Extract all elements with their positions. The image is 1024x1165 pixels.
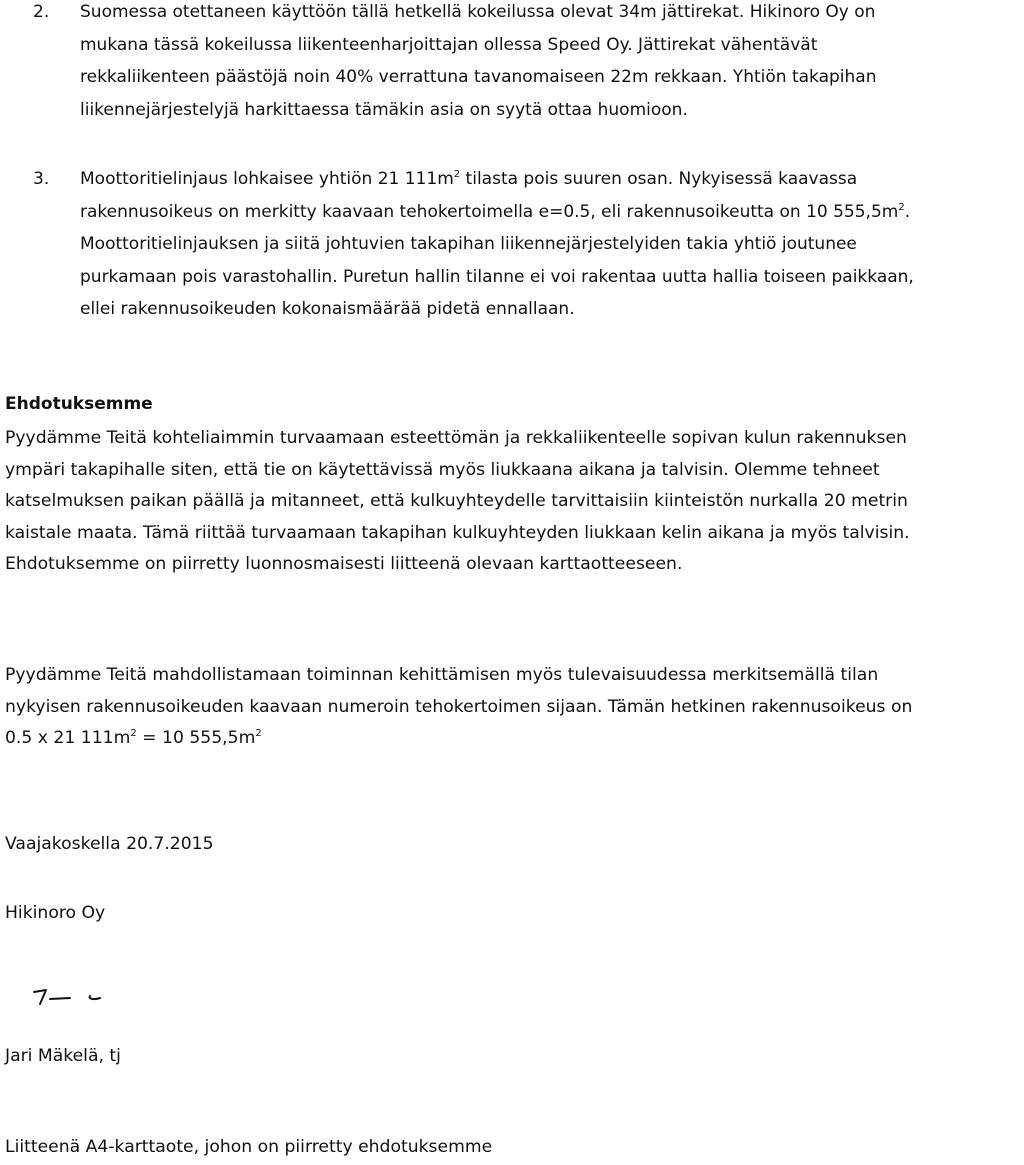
formula-line [5, 723, 1024, 755]
list-text [80, 163, 1020, 326]
text-line: ellei rakennusoikeuden kokonaismäärää pidetä ennallaan. [80, 299, 575, 319]
text-segment: tilasta pois suuren osan. Nykyisessä kaavassa [460, 169, 858, 189]
section-heading: Ehdotuksemme [5, 394, 153, 414]
text-segment: Moottoritielinjaus lohkaisee yhtiön 21 111m [80, 169, 454, 189]
list-number: 2. [33, 2, 50, 22]
text-line: Pyydämme Teitä mahdollistamaan toiminnan kehittämisen myös tulevaisuudessa merkitsemällä tilan [5, 665, 879, 685]
text-line: rekkaliikenteen päästöjä noin 40% verrattuna tavanomaiseen 22m rekkaan. Yhtiön takapihan [80, 67, 877, 87]
superscript: 2 [130, 728, 137, 739]
text-line: Moottoritielinjauksen ja siitä johtuvien takapihan liikennejärjestelyiden takia yhtiö joutunee [80, 234, 857, 254]
text-segment: rakennusoikeus on merkitty kaavaan tehokertoimella e=0.5, eli rakennusoikeutta on 10 555,5m [80, 201, 899, 222]
company-name: Hikinoro Oy [5, 903, 106, 923]
proposal-paragraph [5, 423, 1024, 581]
handwritten-signature [30, 980, 170, 1020]
text-line: Pyydämme Teitä kohteliaimmin turvaamaan esteettömän ja rekkaliikenteelle sopivan kulun rakennuksen [5, 428, 907, 448]
superscript: 2 [255, 728, 262, 739]
text-line: kaistale maata. Tämä riittää turvaamaan takapihan kulkuyhteyden liukkaan kelin aikana ja myös talvisin. [5, 522, 910, 543]
text-segment: = 10 555,5m [136, 728, 256, 748]
text-line [80, 196, 1020, 229]
text-segment: 0.5 x 21 111m [5, 728, 131, 748]
signer-name: Jari Mäkelä, tj [5, 1046, 121, 1066]
text-line: Ehdotuksemme on piirretty luonnosmaisesti liitteenä olevaan karttaotteeseen. [5, 554, 683, 574]
list-text [80, 0, 1020, 126]
text-line: mukana tässä kokeilussa liikenteenharjoittajan ollessa Speed Oy. Jättirekat vähentävät [80, 34, 818, 55]
text-line: purkamaan pois varastohallin. Puretun hallin tilanne ei voi rakentaa uutta hallia toiseen paikkaan, [80, 266, 914, 287]
development-paragraph [5, 660, 1024, 755]
superscript: 2 [898, 201, 905, 213]
text-line: Suomessa otettaneen käyttöön tällä hetkellä kokeilussa olevat 34m jättirekat. Hikinoro Oy on [80, 2, 876, 22]
list-number: 3. [33, 169, 50, 189]
attachment-note: Liitteenä A4-karttaote, johon on piirretty ehdotuksemme [5, 1137, 493, 1157]
superscript: 2 [453, 169, 461, 180]
text-line: ympäri takapihalle siten, että tie on käytettävissä myös liukkaana aikana ja talvisin. Olemme tehneet [5, 459, 880, 480]
place-date: Vaajakoskella 20.7.2015 [5, 834, 214, 854]
text-line [80, 163, 1020, 196]
text-line: nykyisen rakennusoikeuden kaavaan numeroin tehokertoimen sijaan. Tämän hetkinen rakennusoikeus on [5, 696, 913, 717]
text-line: liikennejärjestelyjä harkittaessa tämäkin asia on syytä ottaa huomioon. [80, 99, 688, 120]
text-segment: . [904, 201, 911, 222]
text-line: katselmuksen paikan päällä ja mitanneet, että kulkuyhteydelle tarvittaisiin kiinteistön nurkalla 20 metrin [5, 491, 908, 511]
